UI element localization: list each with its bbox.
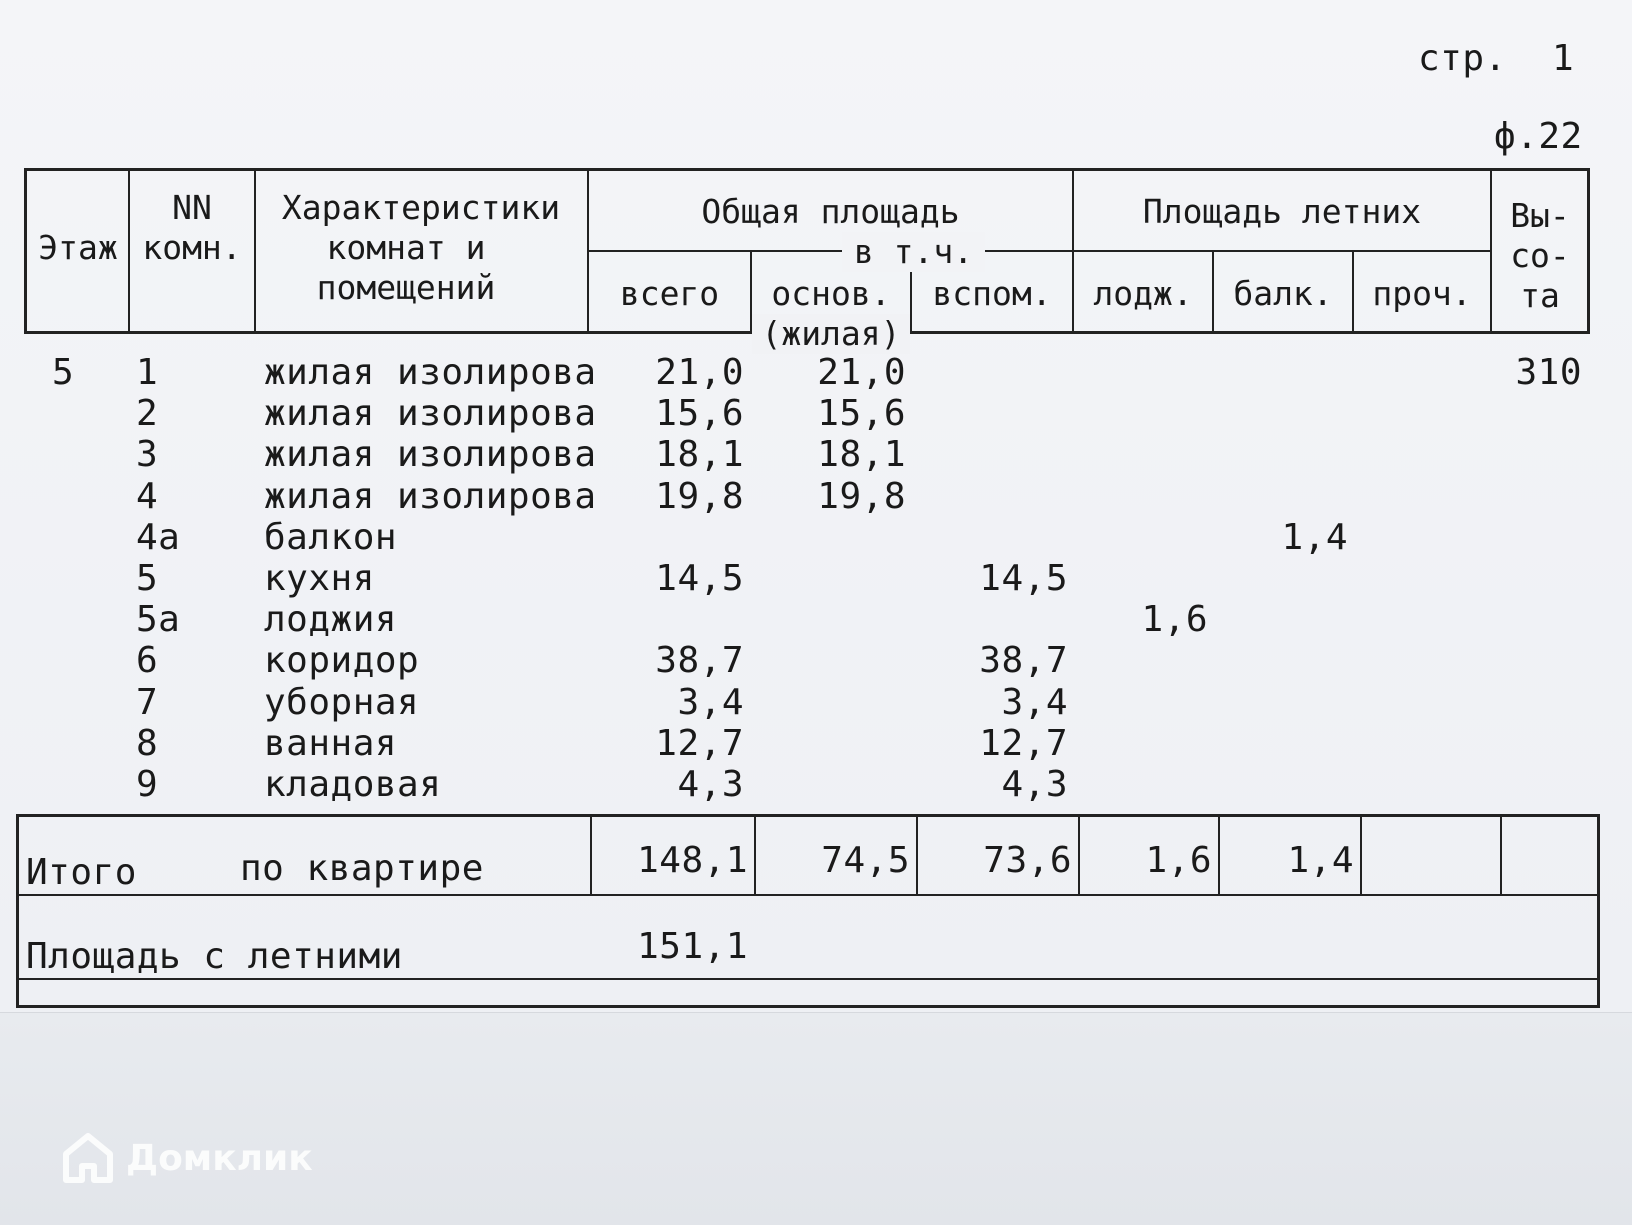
row-room-name: кухня [264,558,375,599]
row-room-no: 4 [136,475,159,517]
row-room-no: 4а [136,516,181,558]
col-height-header-1: Вы- [1510,196,1570,235]
col-characteristics-header-1: Характеристики [281,188,561,227]
row-room-no: 1 [136,352,159,393]
divider [587,250,842,252]
house-logo-icon [60,1130,116,1186]
page-number: 1 [1552,38,1575,79]
divider [985,250,1072,252]
row-total: 21,0 [655,352,744,393]
row-room-no: 7 [136,681,159,723]
with-summer-value: 151,1 [637,926,748,967]
watermark-text: Домклик [126,1137,313,1179]
totals-label: Итого [26,852,137,893]
row-room-name: жилая изолирова [264,352,597,393]
row-main: 21,0 [817,352,906,393]
with-summer-label: Площадь с летними [26,936,403,977]
row-room-no: 8 [136,722,159,764]
col-room-no-header-1: NN [172,188,212,227]
row-room-name: коридор [264,640,420,682]
divider [1072,250,1490,252]
row-aux: 3,4 [1001,681,1068,723]
watermark [60,1130,313,1186]
row-room-name: жилая изолирова [264,475,597,517]
row-room-no: 9 [136,764,159,805]
row-main: 15,6 [817,393,906,435]
col-other-header: проч. [1372,274,1472,313]
row-room-name: лоджия [264,599,398,641]
col-total-area-header: Общая площадь [701,192,960,231]
col-room-no-header-2: комн. [142,228,242,267]
row-room-name: кладовая [264,764,442,805]
row-aux: 38,7 [979,640,1068,682]
row-total: 18,1 [655,434,744,476]
row-height: 310 [1515,352,1582,393]
totals-total: 148,1 [637,840,748,881]
divider [16,894,1600,896]
row-aux: 14,5 [979,558,1068,599]
row-total: 15,6 [655,393,744,435]
row-main: 18,1 [817,434,906,476]
col-height-header-2: со- [1510,236,1570,275]
row-room-no: 6 [136,640,159,682]
divider [1360,814,1362,894]
totals-aux: 73,6 [983,840,1072,881]
row-room-name: уборная [264,681,420,723]
row-main: 19,8 [817,475,906,517]
col-balcony-header: балк. [1233,274,1333,313]
row-balcony: 1,4 [1281,516,1348,558]
totals-balcony: 1,4 [1287,840,1354,881]
totals-main: 74,5 [821,840,910,881]
row-room-no: 2 [136,393,159,435]
row-total: 19,8 [655,475,744,517]
form-code: ф.22 [1494,116,1583,157]
col-living-header: (жилая) [752,314,910,354]
row-aux: 12,7 [979,722,1068,764]
divider [1500,814,1502,894]
row-room-no: 5а [136,599,181,641]
col-loggia-header: лодж. [1093,274,1193,313]
row-room-name: балкон [264,516,398,558]
col-incl-header: в т.ч. [842,232,985,272]
col-aux-header: вспом. [932,274,1052,313]
row-room-no: 5 [136,558,159,599]
col-characteristics-header-2: комнат и [326,228,486,267]
row-room-name: жилая изолирова [264,393,597,435]
row-room-no: 3 [136,434,159,476]
divider [16,978,1600,980]
row-loggia: 1,6 [1141,599,1208,641]
row-aux: 4,3 [1001,764,1068,805]
row-total: 14,5 [655,558,744,599]
totals-loggia: 1,6 [1145,840,1212,881]
page-background [0,1012,1632,1225]
row-total: 12,7 [655,722,744,764]
row-room-name: жилая изолирова [264,434,597,476]
col-characteristics-header-3: помещений [316,268,496,307]
row-room-name: ванная [264,722,398,764]
col-height-header-3: та [1520,276,1560,315]
totals-label-apartment: по квартире [240,848,484,889]
col-summer-area-header: Площадь летних [1142,192,1422,231]
page-label: стр. [1418,38,1507,79]
col-total-header: всего [619,274,720,313]
row-floor: 5 [52,352,75,393]
col-floor-header: Этаж [38,228,118,267]
row-total: 4,3 [677,764,744,805]
row-total: 38,7 [655,640,744,682]
row-total: 3,4 [677,681,744,723]
col-main-header: основ. [771,274,891,313]
